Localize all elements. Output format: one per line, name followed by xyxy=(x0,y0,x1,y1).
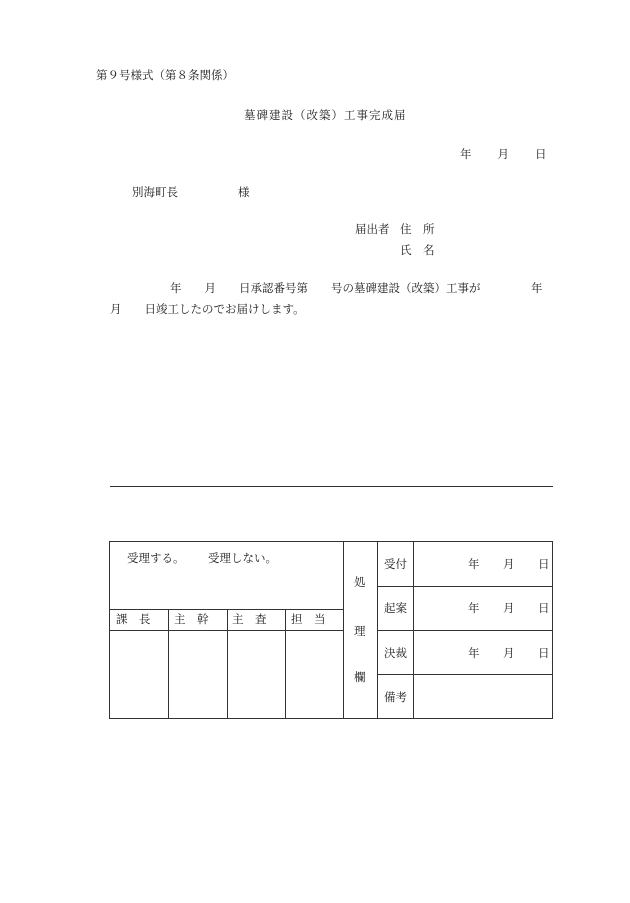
table-divider-h4 xyxy=(377,630,553,631)
form-number: 第９号様式（第８条関係） xyxy=(96,68,234,82)
table-divider-h3 xyxy=(377,586,553,587)
side-label-char2: 理 xyxy=(354,624,366,638)
applicant-address-label: 住 所 xyxy=(400,222,435,236)
table-divider-v4 xyxy=(168,609,169,718)
addressee-honorific: 様 xyxy=(238,185,250,199)
body-text-line2: 月 日竣工したのでお届けします。 xyxy=(110,302,305,316)
row-draft-month: 月 xyxy=(503,601,515,615)
applicant-label: 届出者 xyxy=(355,222,390,236)
table-divider-v1 xyxy=(343,542,344,718)
row-approval-month: 月 xyxy=(503,646,515,660)
row-approval-year: 年 xyxy=(468,646,480,660)
role-chief-officer: 主 幹 xyxy=(174,612,209,626)
row-reception-month: 月 xyxy=(503,557,515,571)
row-reception-year: 年 xyxy=(468,557,480,571)
applicant-name-label: 氏 名 xyxy=(400,243,435,257)
row-remarks-label: 備考 xyxy=(384,690,407,704)
role-person-in-charge: 担 当 xyxy=(291,612,326,626)
role-inspector: 主 査 xyxy=(232,612,267,626)
row-draft-year: 年 xyxy=(468,601,480,615)
office-processing-table xyxy=(109,541,553,719)
row-reception-day: 日 xyxy=(538,557,550,571)
body-text-line1: 年 月 日承認番号第 号の墓碑建設（改築）工事が xyxy=(170,281,481,295)
date-month-label: 月 xyxy=(497,147,509,161)
table-divider-v5 xyxy=(227,609,228,718)
row-approval-day: 日 xyxy=(538,646,550,660)
document-title: 墓碑建設（改築）工事完成届 xyxy=(244,108,407,122)
side-label-char1: 処 xyxy=(354,575,366,589)
accept-option: 受理する。 xyxy=(127,551,185,565)
reject-option: 受理しない。 xyxy=(208,551,277,565)
divider-line xyxy=(110,486,553,487)
date-day-label: 日 xyxy=(535,147,547,161)
row-draft-label: 起案 xyxy=(384,601,407,615)
role-section-chief: 課 長 xyxy=(116,612,151,626)
table-divider-h5 xyxy=(377,674,553,675)
row-draft-day: 日 xyxy=(538,601,550,615)
submission-date xyxy=(460,149,547,161)
side-label-char3: 欄 xyxy=(354,670,366,684)
row-reception-label: 受付 xyxy=(384,557,407,571)
body-text-line1-year: 年 xyxy=(531,281,543,295)
table-divider-h2 xyxy=(110,630,343,631)
row-approval-label: 決裁 xyxy=(384,646,407,660)
addressee-name: 別海町長 xyxy=(132,185,178,199)
table-divider-h1 xyxy=(110,609,343,610)
date-year-label: 年 xyxy=(460,147,472,161)
table-divider-v6 xyxy=(285,609,286,718)
